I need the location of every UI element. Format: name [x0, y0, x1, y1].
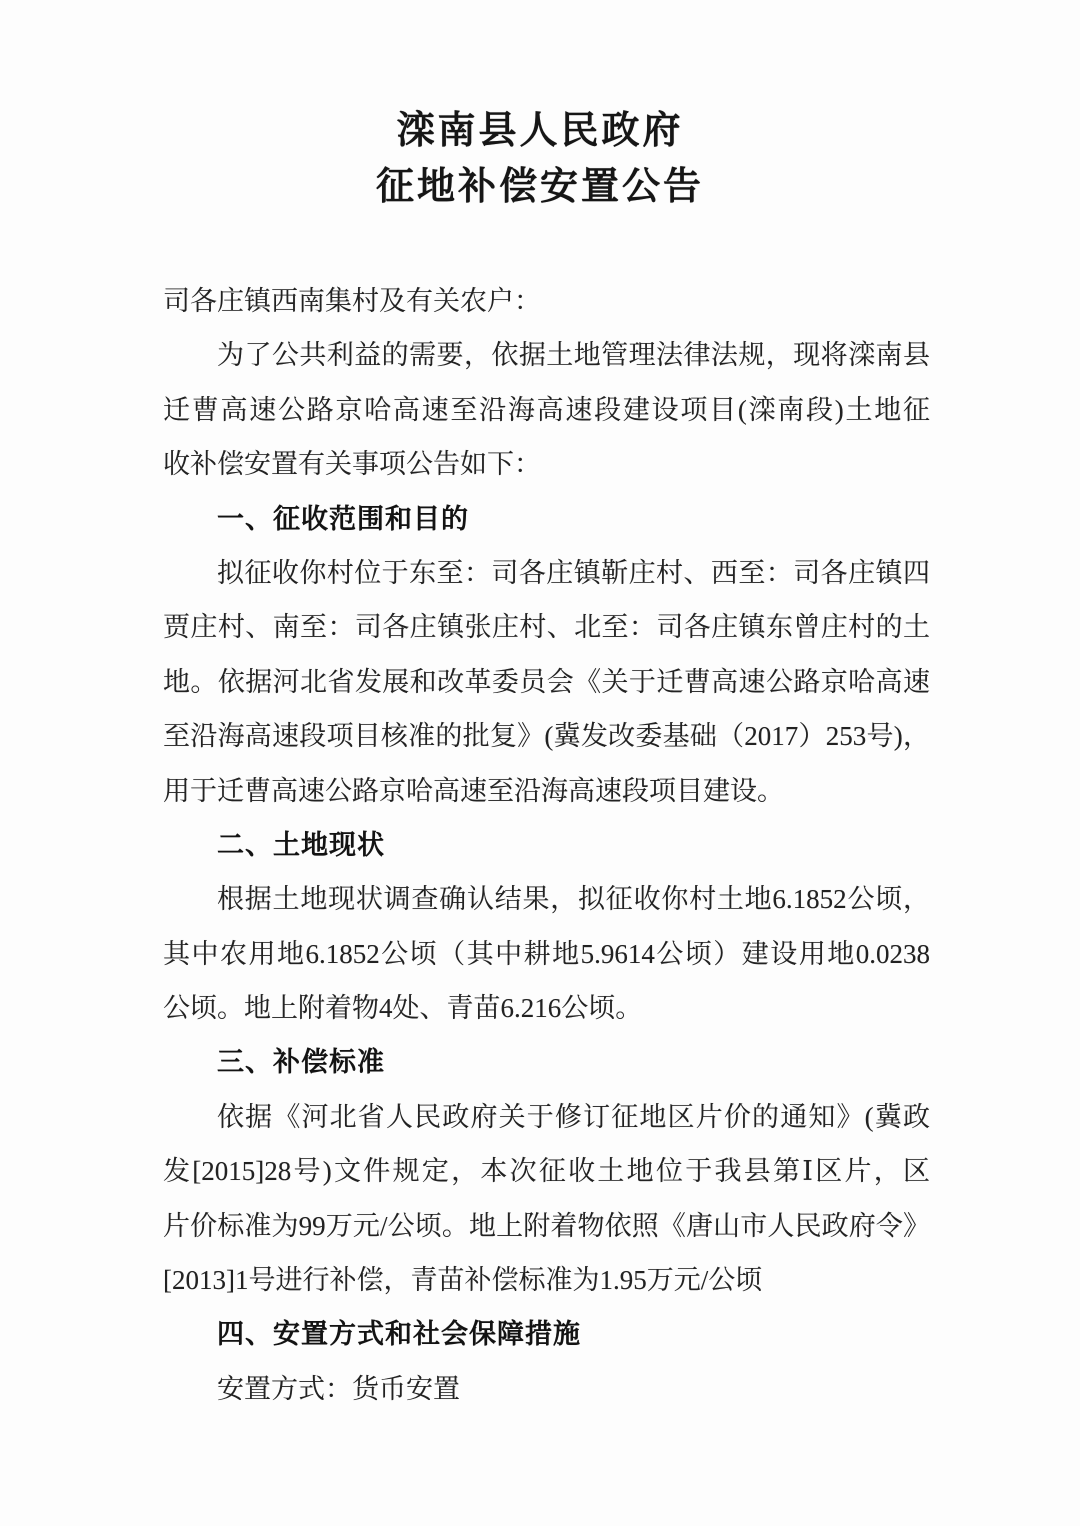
text-line: 其中农用地6.1852公顷（其中耕地5.9614公顷）建设用地0.0238	[163, 938, 930, 969]
text-line: 司各庄镇西南集村及有关农户：	[163, 286, 541, 316]
text-line: 发[2015]28号)文件规定，本次征收土地位于我县第Ⅰ区片，区	[163, 1156, 930, 1187]
section-heading: 二、土地现状	[217, 829, 385, 860]
doc-title-line2: 征地补偿安置公告	[375, 166, 704, 208]
text-line: [2013]1号进行补偿，青苗补偿标准为1.95万元/公顷	[163, 1265, 763, 1296]
text-line: 为了公共利益的需要，依据土地管理法律法规，现将滦南县	[217, 340, 930, 371]
section-heading: 四、安置方式和社会保障措施	[217, 1319, 581, 1350]
text-line: 根据土地现状调查确认结果，拟征收你村土地6.1852公顷，	[217, 884, 930, 915]
text-line: 公顷。地上附着物4处、青苗6.216公顷。	[163, 993, 643, 1024]
text-line: 片价标准为99万元/公顷。地上附着物依照《唐山市人民政府令》	[163, 1210, 930, 1241]
text-line: 安置方式：货币安置	[217, 1373, 460, 1404]
text-line: 依据《河北省人民政府关于修订征地区片价的通知》(冀政	[217, 1101, 930, 1132]
text-line: 至沿海高速段项目核准的批复》(冀发改委基础（2017）253号)，	[163, 721, 930, 752]
text-line: 拟征收你村位于东至：司各庄镇靳庄村、西至：司各庄镇四	[217, 557, 930, 588]
document-title-block	[0, 0, 1080, 215]
text-line: 贾庄村、南至：司各庄镇张庄村、北至：司各庄镇东曾庄村的土	[163, 612, 930, 643]
text-line: 迁曹高速公路京哈高速至沿海高速段建设项目(滦南段)土地征	[163, 394, 930, 425]
document-body	[0, 274, 1080, 1416]
text-line: 用于迁曹高速公路京哈高速至沿海高速段项目建设。	[163, 775, 784, 806]
text-line: 收补偿安置有关事项公告如下：	[163, 449, 541, 480]
section-heading: 一、征收范围和目的	[217, 503, 469, 534]
section-heading: 三、补偿标准	[217, 1047, 385, 1078]
text-line: 地。依据河北省发展和改革委员会《关于迁曹高速公路京哈高速	[163, 666, 930, 697]
doc-title-line1: 滦南县人民政府	[396, 110, 684, 152]
